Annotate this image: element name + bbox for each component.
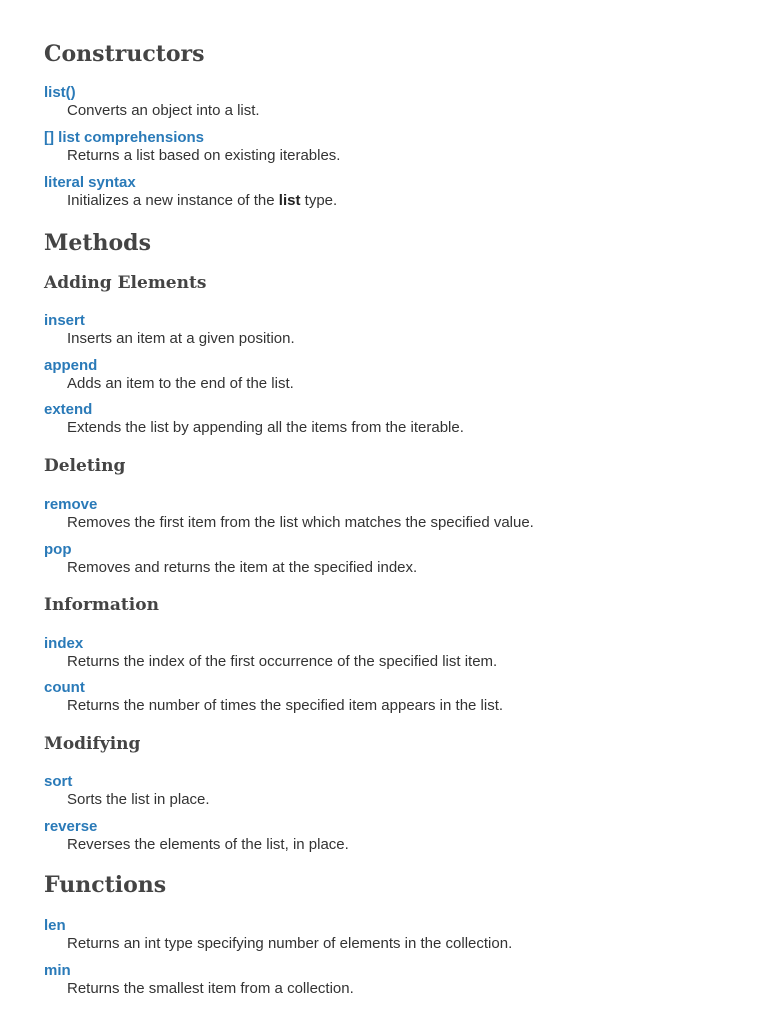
- link-literal-syntax[interactable]: literal syntax: [44, 174, 136, 191]
- heading-deleting: Deleting: [44, 456, 126, 476]
- heading-information: Information: [44, 595, 159, 615]
- link-index[interactable]: index: [44, 635, 84, 652]
- link-len[interactable]: len: [44, 917, 66, 934]
- link-pop[interactable]: pop: [44, 541, 72, 558]
- desc-literal-syntax: [67, 192, 744, 210]
- desc-count: Returns the number of times the specified item appears in the list.: [67, 697, 504, 714]
- link-count[interactable]: count: [44, 679, 85, 696]
- desc-remove: Removes the first item from the list which matches the specified value.: [67, 514, 534, 531]
- entry-index: [44, 635, 744, 671]
- desc-len: Returns an int type specifying number of elements in the collection.: [67, 935, 513, 952]
- link-sort[interactable]: sort: [44, 773, 73, 790]
- desc-sort: Sorts the list in place.: [67, 791, 210, 808]
- link-remove[interactable]: remove: [44, 496, 98, 513]
- link-min[interactable]: min: [44, 962, 71, 979]
- entry-pop: [44, 541, 744, 577]
- entry-count: [44, 679, 744, 715]
- entry-list-constructor: [44, 84, 744, 120]
- link-extend[interactable]: extend: [44, 401, 93, 418]
- entry-insert: [44, 312, 744, 348]
- entry-append: [44, 357, 744, 393]
- desc-extend: Extends the list by appending all the items from the iterable.: [67, 419, 464, 436]
- entry-min: [44, 962, 744, 998]
- entry-reverse: [44, 818, 744, 854]
- desc-min: Returns the smallest item from a collection.: [67, 980, 354, 997]
- desc-list-comprehensions: Returns a list based on existing iterables.: [67, 147, 341, 164]
- link-list-constructor[interactable]: list(): [44, 84, 76, 101]
- entry-len: [44, 917, 744, 953]
- entry-list-comprehensions: [44, 129, 744, 165]
- heading-methods: Methods: [44, 230, 151, 256]
- desc-literal-syntax-before: Initializes a new instance of the: [67, 192, 279, 209]
- desc-literal-syntax-after: type.: [300, 192, 338, 209]
- desc-index: Returns the index of the first occurrence of the specified list item.: [67, 653, 498, 670]
- entry-remove: [44, 496, 744, 532]
- heading-modifying: Modifying: [44, 734, 141, 754]
- link-insert[interactable]: insert: [44, 312, 85, 329]
- entry-extend: [44, 401, 744, 437]
- desc-literal-syntax-bold: list: [278, 192, 301, 209]
- desc-list-constructor: Converts an object into a list.: [67, 102, 260, 119]
- link-list-comprehensions[interactable]: [] list comprehensions: [44, 129, 205, 146]
- desc-pop: Removes and returns the item at the specified index.: [67, 559, 418, 576]
- heading-constructors: Constructors: [44, 41, 205, 67]
- desc-insert: Inserts an item at a given position.: [67, 330, 295, 347]
- desc-append: Adds an item to the end of the list.: [67, 375, 294, 392]
- heading-functions: Functions: [44, 872, 167, 898]
- link-append[interactable]: append: [44, 357, 98, 374]
- entry-literal-syntax: [44, 174, 744, 210]
- heading-adding-elements: Adding Elements: [44, 273, 207, 293]
- desc-reverse: Reverses the elements of the list, in place.: [67, 836, 349, 853]
- entry-sort: [44, 773, 744, 809]
- link-reverse[interactable]: reverse: [44, 818, 98, 835]
